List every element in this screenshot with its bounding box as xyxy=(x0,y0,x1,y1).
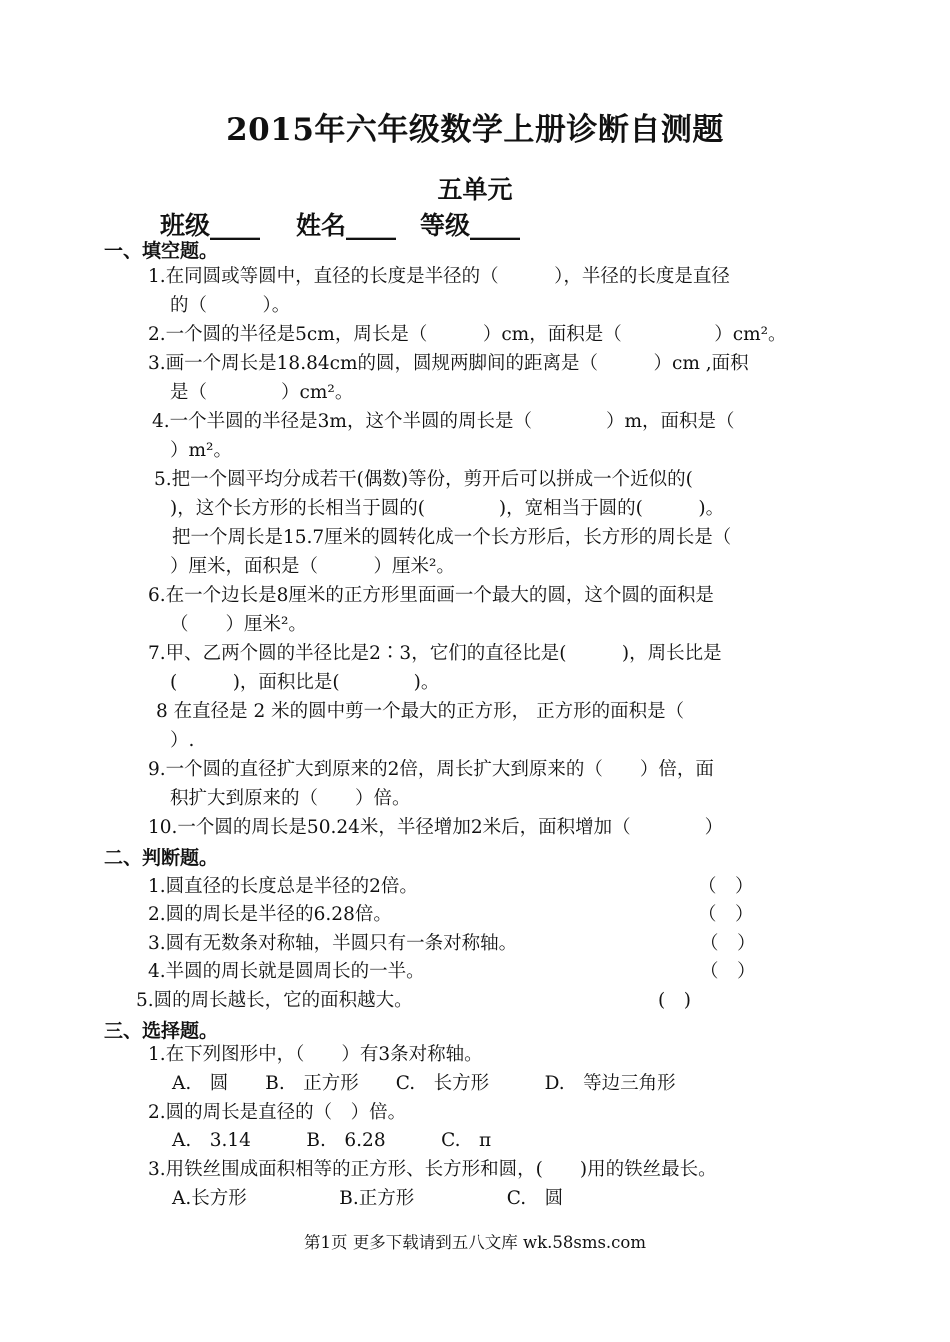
judge-item-text: 2.圆的周长是半径的6.28倍。 xyxy=(148,904,392,925)
question-line: 7.甲、乙两个圆的半径比是2∶3，它们的直径比是( )，周长比是 xyxy=(148,643,722,664)
question-line: 的（ ）。 xyxy=(170,295,291,316)
question-line: ）厘米，面积是（ ）厘米²。 xyxy=(170,556,455,577)
grade-field: 等级____ xyxy=(420,211,521,240)
question-line: （ ）厘米²。 xyxy=(170,614,307,635)
question-line: 1.在同圆或等圆中，直径的长度是半径的（ ），半径的长度是直径 xyxy=(148,266,730,287)
section-heading-fill-blank: 一、填空题。 xyxy=(104,240,219,262)
judge-item-text: 5.圆的周长越长，它的面积越大。 xyxy=(136,990,413,1011)
judge-item-text: 3.圆有无数条对称轴，半圆只有一条对称轴。 xyxy=(148,933,518,954)
judge-item-text: 1.圆直径的长度总是半径的2倍。 xyxy=(148,876,418,897)
question-line: 2.一个圆的半径是5cm，周长是（ ）cm，面积是（ ）cm²。 xyxy=(148,324,787,345)
judge-item-mark: （ ） xyxy=(700,933,756,954)
judge-item-mark: ( ) xyxy=(658,990,691,1011)
question-line: 3.画一个周长是18.84cm的圆，圆规两脚间的距离是（ ）cm ,面积 xyxy=(148,353,749,374)
question-line: 6.在一个边长是8厘米的正方形里面画一个最大的圆，这个圆的面积是 xyxy=(148,585,714,606)
question-line: ）m²。 xyxy=(170,440,232,461)
choice-question: 3.用铁丝围成面积相等的正方形、长方形和圆，( )用的铁丝最长。 xyxy=(148,1159,717,1180)
page-footer: 第1页 更多下载请到五八文库 wk.58sms.com xyxy=(304,1233,646,1252)
question-line: 把一个周长是15.7厘米的圆转化成一个长方形后，长方形的周长是（ xyxy=(172,527,732,548)
name-field: 姓名____ xyxy=(296,211,397,240)
question-line: )，这个长方形的长相当于圆的( )，宽相当于圆的( )。 xyxy=(170,498,725,519)
question-line: 4.一个半圆的半径是3m，这个半圆的周长是（ ）m，面积是（ xyxy=(152,411,735,432)
choice-options: A. 圆 B. 正方形 C. 长方形 D. 等边三角形 xyxy=(172,1073,676,1094)
judge-item-mark: （ ） xyxy=(700,961,756,982)
choice-options: A.长方形 B.正方形 C. 圆 xyxy=(172,1188,564,1209)
question-line: 5.把一个圆平均分成若干(偶数)等份，剪开后可以拼成一个近似的( xyxy=(154,469,693,490)
question-line: 8 在直径是 2 米的圆中剪一个最大的正方形， 正方形的面积是（ xyxy=(156,701,685,722)
question-line: ( )，面积比是( )。 xyxy=(170,672,440,693)
question-line: 积扩大到原来的（ ）倍。 xyxy=(170,788,411,809)
judge-item-text: 4.半圆的周长就是圆周长的一半。 xyxy=(148,961,425,982)
page-title: 2015年六年级数学上册诊断自测题 xyxy=(226,112,724,148)
class-field: 班级____ xyxy=(160,211,261,240)
question-line: 10.一个圆的周长是50.24米，半径增加2米后，面积增加（ ） xyxy=(148,817,724,838)
judge-item-mark: （ ） xyxy=(698,876,754,897)
judge-item-mark: （ ） xyxy=(698,904,754,925)
section-heading-true-false: 二、判断题。 xyxy=(104,847,219,869)
question-line: 是（ ）cm²。 xyxy=(170,382,354,403)
choice-question: 2.圆的周长是直径的（ ）倍。 xyxy=(148,1102,407,1123)
choice-question: 1.在下列图形中，（ ）有3条对称轴。 xyxy=(148,1044,483,1065)
choice-options: A. 3.14 B. 6.28 C. π xyxy=(172,1130,492,1151)
question-line: 9.一个圆的直径扩大到原来的2倍，周长扩大到原来的（ ）倍，面 xyxy=(148,759,714,780)
section-heading-multiple-choice: 三、选择题。 xyxy=(104,1020,219,1042)
unit-subtitle: 五单元 xyxy=(437,175,513,204)
question-line: ）. xyxy=(170,730,195,751)
